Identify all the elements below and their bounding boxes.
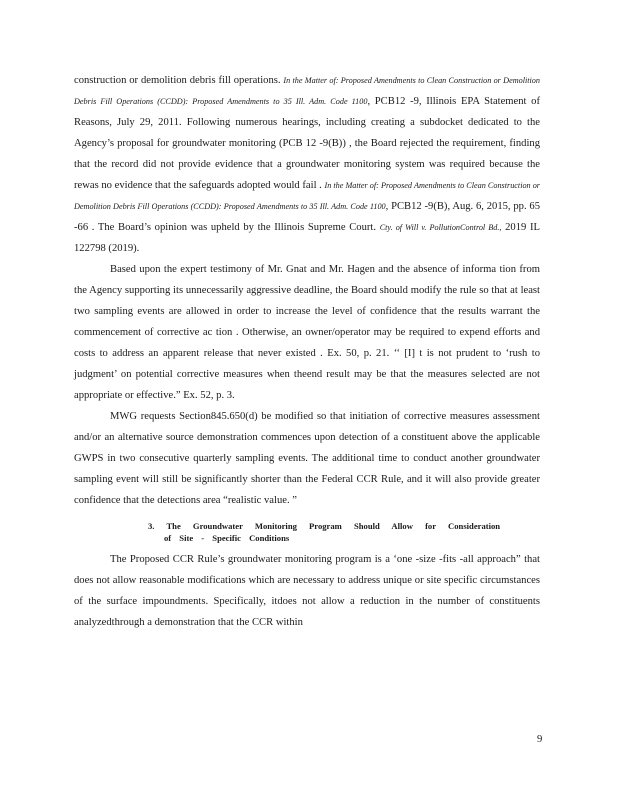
paragraph-one-size-fits-all: The Proposed CCR Rule’s groundwater monitoring program is a ‘one -size -fits -all approach” that does not allow reasonable modifications which are necessary to address unique or site specific circumstances of the surface impoundments. Specifically, itdoes not allow a reduction in the number of constituents analyzedthrough a demonstration that the CCR within [74, 554, 540, 628]
body-text [74, 70, 540, 633]
paragraph-expert-testimony: Based upon the expert testimony of Mr. Gnat and Mr. Hagen and the absence of informa tion from the Agency supporting its unnecessarily aggressive deadline, the Board should modify the rule so that at least two sampling events are allowed in order to increase the level of confidence that the results warrant the commencement of corrective ac tion . Otherwise, an owner/operator may be required to expend efforts and costs to address an apparent release that never existed . Ex. 50, p. 21. ‘‘ [I] t is not prudent to ‘rush to judgment’ on potential corrective measures when theend result may be that the measures selected are not appropriate or effective.” Ex. 52, p. 3. [74, 264, 540, 401]
paragraph-text: , PCB12 -9, Illinois EPA Statement of Reasons, July 29, 2011. Following numerous hearings, including creating a subdocket dedicated to the Agency’s proposal for groundwater monitoring (PCB 12 -9(B)) , the Board rejected the requirement, finding that the record did not provide evidence that a groundwater monitoring system was required because the rewas no evidence that the safeguards adopted would fail . [74, 96, 540, 191]
page-number: 9 [537, 734, 543, 745]
section-heading [74, 520, 540, 544]
paragraph-text: construction or demolition debris fill operations. [74, 75, 281, 86]
section-heading-line2: of Site - Specific Conditions [164, 533, 290, 543]
paragraph-ccdd-history [74, 70, 540, 259]
paragraph-text: 2019 IL 122798 (2019). [74, 222, 540, 254]
case-citation: In the Matter of: Proposed Amendments to Clean Construction or Demolition Debris Fill Operations (CCDD): Proposed Amendments to 35 Ill. Adm. Code 1100 [74, 76, 540, 106]
section-heading-line1: 3. The Groundwater Monitoring Program Should Allow for Consideration [148, 521, 501, 531]
paragraph-mwg-request: MWG requests Section845.650(d) be modified so that initiation of corrective measures assessment and/or an alternative source demonstration commences upon detection of a constituent above the applicable GWPS in two consecutive quarterly sampling events. The additional time to conduct another groundwater sampling event will still be significantly shorter than the Federal CCR Rule, and it will also provide greater confidence that the detections area “realistic value. ” [74, 411, 540, 506]
paragraph-text: , PCB12 -9(B), Aug. 6, 2015, pp. 65 -66 . The Board’s opinion was upheld by the Illinois Supreme Court. [74, 201, 541, 233]
case-citation: Cty. of Will v. PollutionControl Bd., [379, 223, 502, 232]
case-citation: In the Matter of: Proposed Amendments to Clean Construction or Demolition Debris Fill Operations (CCDD): Proposed Amendments to 35 Ill. Adm. Code 1100 [74, 181, 540, 211]
